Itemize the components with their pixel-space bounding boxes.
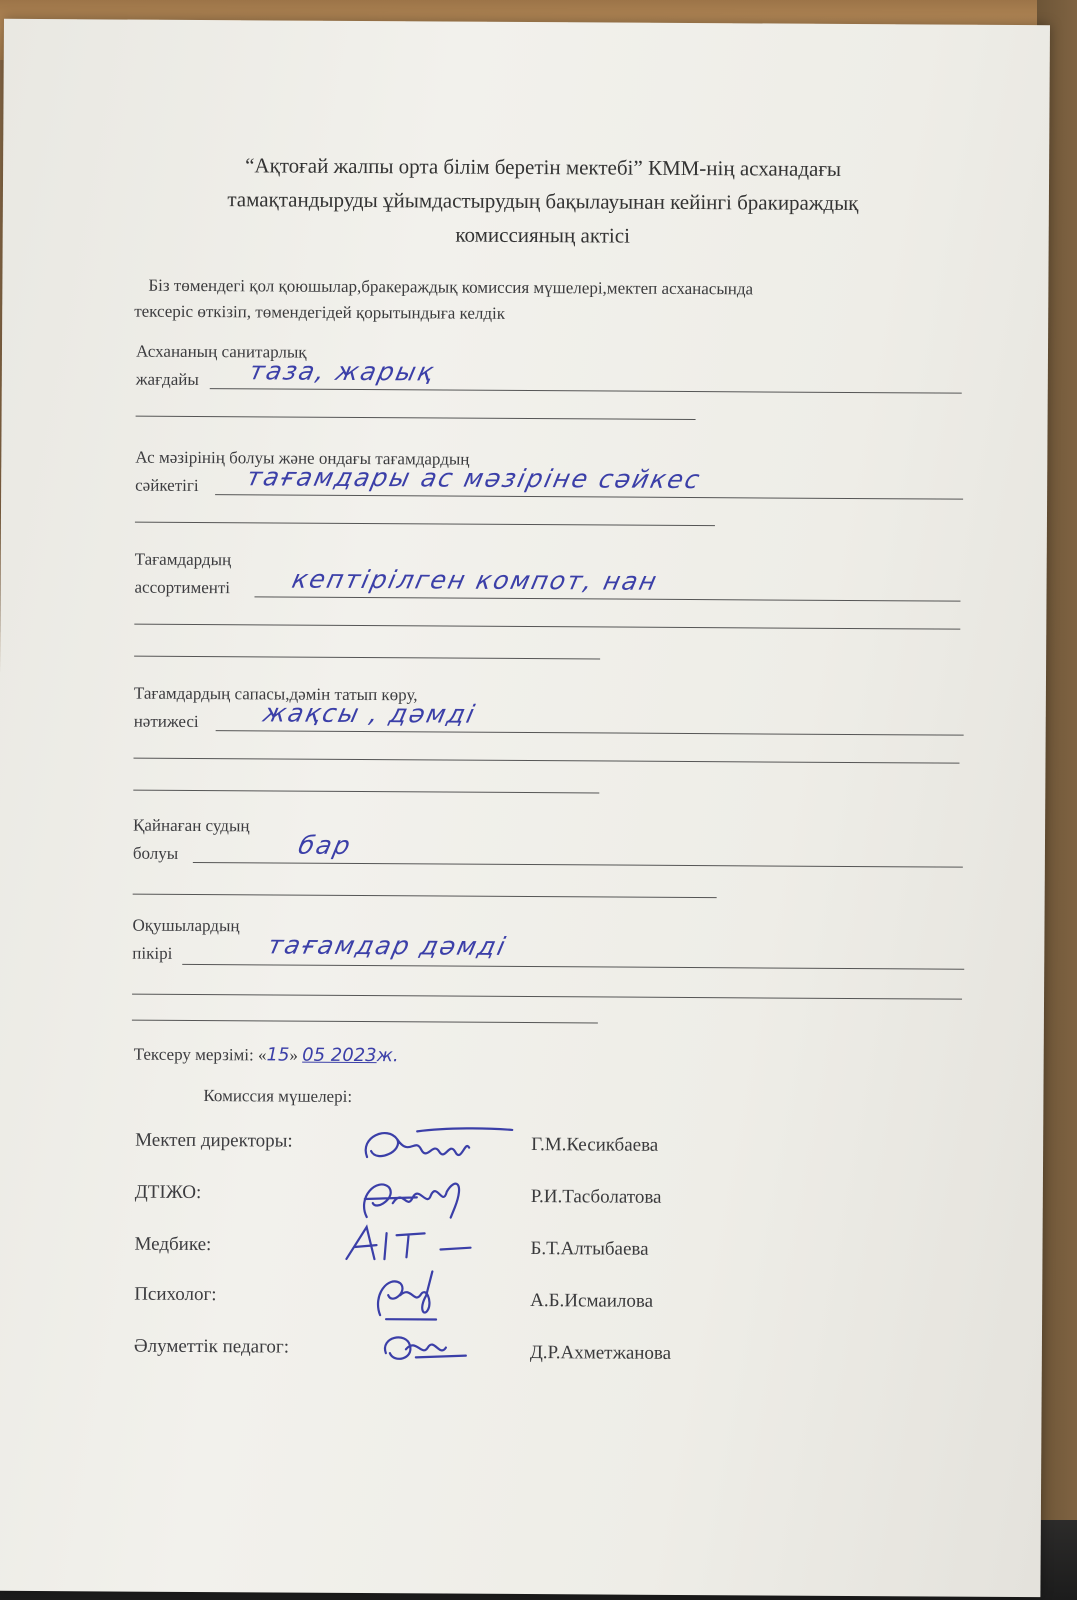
- title-line: “Ақтоғай жалпы орта білім беретін мектебі” КММ-нің асханадағы: [245, 153, 842, 181]
- member-name-nurse: Б.Т.Алтыбаева: [530, 1238, 649, 1260]
- fill-line: [135, 522, 715, 527]
- document-title: [143, 148, 944, 255]
- document-sheet: [0, 19, 1050, 1597]
- fill-line: [133, 894, 717, 899]
- handwritten-answer-boiled-water: бар: [295, 830, 355, 860]
- handwritten-answer-students-opinion: тағамдар дәмді: [265, 930, 510, 961]
- date-suffix: ж.: [376, 1045, 399, 1067]
- field-label-menu-cont: сәйкетігі: [135, 475, 199, 496]
- field-label-sanitary: Асхананың санитарлық: [135, 341, 307, 362]
- field-label-quality-cont: нәтижесі: [133, 711, 199, 732]
- fill-line: [182, 964, 964, 970]
- fill-line: [133, 758, 959, 764]
- role-director: Мектеп директоры:: [135, 1129, 293, 1152]
- commission-heading: Комиссия мүшелері:: [203, 1086, 353, 1106]
- fill-line: [134, 624, 960, 630]
- date-close-quote: »: [289, 1045, 299, 1065]
- handwritten-answer-assortment: кептірілген компот, нан: [289, 564, 662, 596]
- fill-line: [210, 388, 962, 394]
- field-label-quality: Тағамдардың сапасы,дәмін татып көру,: [133, 683, 418, 705]
- handwritten-answer-quality: жақсы , дәмді: [260, 698, 479, 729]
- signature-social-pedagogue: [376, 1323, 486, 1374]
- signature-nurse: [340, 1219, 480, 1270]
- date-day: 15: [266, 1044, 290, 1066]
- member-name-social-pedagogue: Д.Р.Ахметжанова: [529, 1342, 672, 1364]
- member-name-psychologist: А.Б.Исмаилова: [530, 1290, 654, 1312]
- date-label: Тексеру мерзімі: «: [133, 1044, 267, 1065]
- fill-line: [132, 1020, 598, 1024]
- role-social-pedagogue: Әлуметтік педагог:: [133, 1335, 290, 1358]
- title-line: тамақтандыруды ұйымдастырудың бақылауынан кейінгі бракираждық: [227, 187, 859, 216]
- fill-line: [136, 416, 696, 420]
- member-name-deputy-director: Р.И.Тасболатова: [530, 1186, 662, 1208]
- signature-psychologist: [366, 1265, 456, 1330]
- field-label-assortment: Тағамдардың: [134, 549, 232, 570]
- member-name-director: Г.М.Кесикбаева: [531, 1134, 659, 1156]
- field-label-students-opinion: Оқушылардың: [132, 915, 240, 936]
- role-nurse: Медбике:: [134, 1233, 212, 1256]
- field-label-boiled-water: Қайнаған судың: [133, 815, 250, 836]
- fill-line: [134, 656, 600, 660]
- inspection-date-line: [134, 1044, 399, 1067]
- fill-line: [254, 596, 960, 601]
- title-line: комиссияның актісі: [455, 222, 631, 248]
- fill-line: [132, 994, 962, 1000]
- role-psychologist: Психолог:: [134, 1283, 217, 1306]
- field-label-sanitary-cont: жағдайы: [135, 369, 199, 390]
- field-label-boiled-water-cont: болуы: [132, 843, 179, 863]
- fill-line: [193, 862, 963, 868]
- role-deputy-director: ДТІЖО:: [134, 1181, 202, 1204]
- fill-line: [216, 730, 964, 736]
- intro-line: Біз төмендегі қол қоюшылар,бракераждық комиссия мүшелері,мектеп асханасында: [148, 275, 754, 299]
- fill-line: [133, 790, 599, 794]
- field-label-students-opinion-cont: пікірі: [132, 943, 173, 963]
- field-label-menu: Ас мәзірінің болуы және ондағы тағамдардың: [135, 447, 470, 469]
- handwritten-answer-sanitary: таза, жарық: [246, 356, 438, 387]
- date-month-year: 05 2023: [302, 1044, 377, 1067]
- field-label-assortment-cont: ассортименті: [134, 577, 231, 598]
- handwritten-answer-menu: тағамдары ас мәзіріне сәйкес: [244, 462, 705, 495]
- fill-line: [215, 494, 963, 500]
- intro-line: тексеріс өткізіп, төмендегідей қорытындыға келдік: [134, 301, 506, 323]
